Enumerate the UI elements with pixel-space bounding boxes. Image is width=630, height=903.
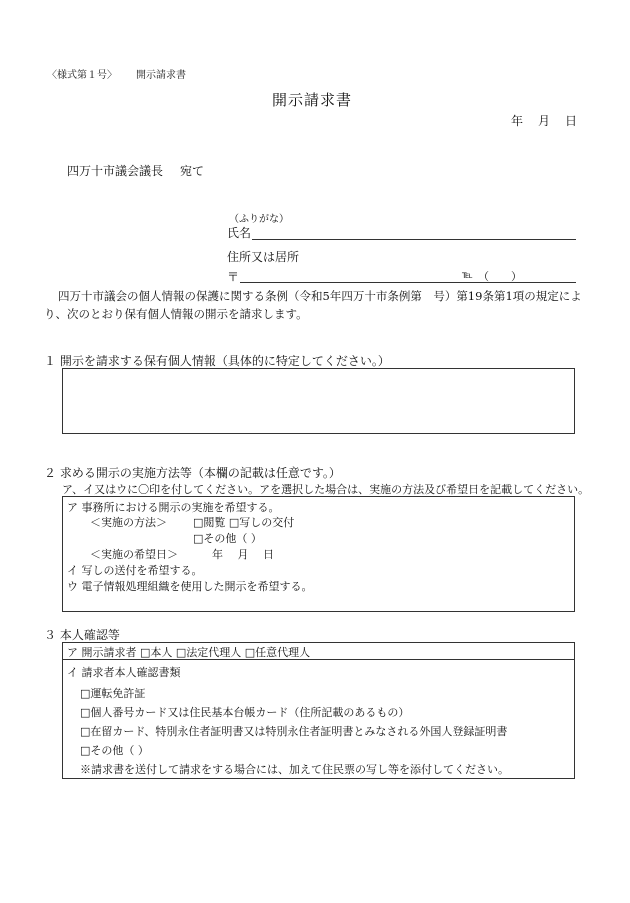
option-a[interactable]: ア 事務所における開示の実施を希望する。 [67, 501, 280, 514]
desired-date-label: ＜実施の希望日＞ [90, 548, 178, 561]
section3-divider [63, 659, 574, 660]
date-day-label: 日 [565, 114, 578, 128]
option-i[interactable]: イ 写しの送付を希望する。 [67, 564, 203, 577]
date-month-label: 月 [538, 114, 551, 128]
intro-paragraph: 四万十市議会の個人情報の保護に関する条例（令和5年四万十市条例第 号）第19条第1項の規定により、次のとおり保有個人情報の開示を請求します。 [44, 289, 582, 321]
id-docs-heading: イ 請求者本人確認書類 [67, 666, 181, 679]
doc-my-number-card[interactable]: □個人番号カード又は住民基本台帳カード（住所記載のあるもの） [80, 706, 410, 719]
tel-label: ℡ [462, 270, 473, 281]
desired-date-fields[interactable]: 年 月 日 [212, 548, 274, 561]
doc-residence-card[interactable]: □在留カード、特別永住者証明書又は特別永住者証明書とみなされる外国人登録証明書 [80, 725, 508, 738]
addressee-suffix: 宛て [180, 164, 205, 178]
section2-instruction: ア、イ又はウに〇印を付してください。アを選択した場合は、実施の方法及び希望日を記載してください。 [62, 483, 590, 496]
doc-drivers-license[interactable]: □運転免許証 [80, 687, 146, 700]
address-field-line[interactable] [240, 282, 576, 283]
form-style-label: 〈様式第１号〉 [47, 70, 117, 81]
tel-field[interactable]: （ ） [478, 270, 522, 283]
section1-input-box[interactable] [62, 368, 575, 434]
date-year-label: 年 [511, 114, 524, 128]
method-label: ＜実施の方法＞ [90, 516, 167, 529]
section3-heading: ３ 本人確認等 [44, 628, 120, 642]
form-style-name: 開示請求書 [136, 70, 186, 81]
method-options-row1[interactable]: □閲覧 □写しの交付 [193, 516, 295, 529]
page-title: 開示請求書 [272, 91, 353, 109]
section2-heading: ２ 求める開示の実施方法等（本欄の記載は任意です。） [44, 466, 341, 480]
name-label: 氏名 [227, 226, 252, 240]
option-u[interactable]: ウ 電子情報処理組織を使用した開示を希望する。 [67, 580, 313, 593]
furigana-label: （ふりがな） [229, 214, 289, 225]
postal-mark: 〒 [227, 270, 240, 284]
requester-type-row[interactable]: ア 開示請求者 □本人 □法定代理人 □任意代理人 [67, 646, 311, 659]
section3-box [62, 642, 575, 779]
section2-box [62, 496, 575, 612]
doc-other[interactable]: □その他（ ） [80, 744, 149, 757]
addressee: 四万十市議会議長 [67, 164, 164, 178]
method-options-row2[interactable]: □その他（ ） [193, 532, 262, 545]
section1-heading: １ 開示を請求する保有個人情報（具体的に特定してください。） [44, 354, 390, 368]
submission-note: ※請求書を送付して請求をする場合には、加えて住民票の写し等を添付してください。 [80, 763, 509, 776]
address-label: 住所又は居所 [227, 250, 300, 264]
name-field-line[interactable] [252, 239, 576, 240]
